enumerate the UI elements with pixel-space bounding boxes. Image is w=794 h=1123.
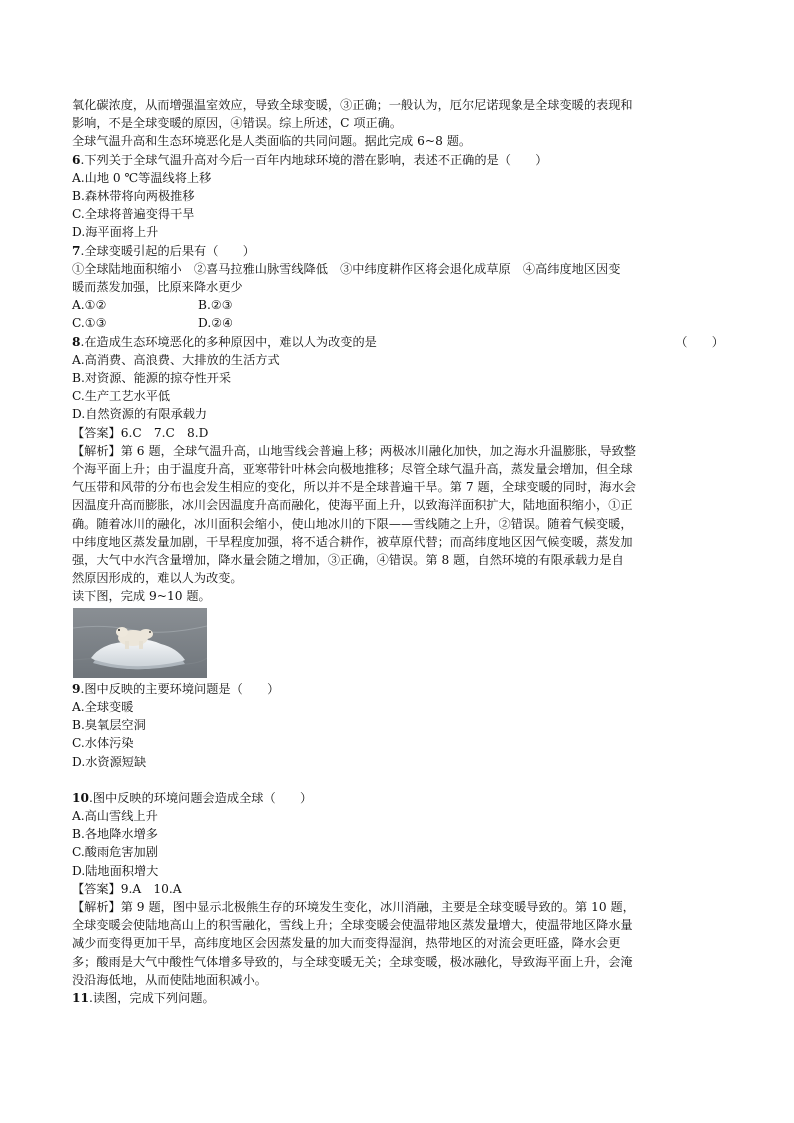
explanation-line: 然原因形成的，难以人为改变。 [72,571,243,586]
question-11-stem [72,989,724,1007]
question-text: .在造成生态环境恶化的多种原因中，难以人为改变的是 [80,334,377,349]
question-text: .图中反映的环境问题会造成全球（ ） [88,790,313,805]
option-a: A.高消费、高浪费、大排放的生活方式 [72,352,280,367]
explanation-line: 减少而变得更加干旱，高纬度地区会因蒸发量的加大而变得湿润，热带地区的对流会更旺盛，降水会更 [72,936,621,951]
explanation-line: 没沿海低地，从而使陆地面积减小。 [72,972,267,987]
explanation-line: 第 6 题，全球气温升高，山地雪线会普遍上移；两极冰川融化加快，加之海水升温膨胀，导致整 [120,443,636,458]
explanation-6-8 [72,442,724,460]
intro-9-10: 读下图，完成 9~10 题。 [72,589,211,604]
option-c: C.生产工艺水平低 [72,389,171,404]
explanation-line: 中纬度地区蒸发量加剧，干旱程度加强，将不适合耕作，被草原代替；而高纬度地区因气候变暖，蒸发加 [72,534,633,549]
question-number: 7 [72,243,81,258]
document-page [72,96,724,1007]
question-6-stem [72,151,724,169]
option-c: C.酸雨危害加剧 [72,845,158,860]
question-7-stem [72,242,724,260]
options-cd [72,314,724,332]
text-line: 影响，不是全球变暖的原因，④错误。综上所述，C 项正确。 [72,116,403,131]
answer-text: 6.C 7.C 8.D [120,425,209,440]
text-line: 氧化碳浓度，从而增强温室效应，导致全球变暖，③正确；一般认为，厄尔尼诺现象是全球变暖的表现和 [72,98,633,112]
question-text: .下列关于全球气温升高对今后一百年内地球环境的潜在影响，表述不正确的是（ ） [80,152,548,167]
explanation-line: 第 9 题，图中显示北极熊生存的环境发生变化，冰川消融，主要是全球变暖导致的。第 10 题， [120,899,635,914]
question-7-items: ①全球陆地面积缩小 ②喜马拉雅山脉雪线降低 ③中纬度耕作区将会退化成草原 ④高纬度地区因变 [72,261,621,276]
option-b: B.②③ [198,298,233,313]
intro-6-8: 全球气温升高和生态环境恶化是人类面临的共同问题。据此完成 6~8 题。 [72,134,472,149]
answer-paren: （ ） [675,334,724,349]
option-d: D.陆地面积增大 [72,863,159,878]
explanation-line: 强，大气中水汽含量增加，降水量会随之增加，③正确，④错误。第 8 题，自然环境的有限承载力是自 [72,553,624,568]
option-a: A.山地 0 ℃等温线将上移 [72,170,212,185]
explanation-label: 【解析】 [72,443,121,458]
option-b: B.各地降水增多 [72,827,158,842]
option-d: D.水资源短缺 [72,754,147,769]
option-d: D.自然资源的有限承载力 [72,407,208,422]
question-7-items-cont: 暖而蒸发加强，比原来降水更少 [72,280,243,295]
question-number: 8 [72,334,81,349]
option-a: A.高山雪线上升 [72,808,158,823]
question-number: 6 [72,152,81,167]
option-b: B.对资源、能源的掠夺性开采 [72,371,232,386]
question-text: .全球变暖引起的后果有（ ） [80,243,255,258]
explanation-label: 【解析】 [72,899,121,914]
polar-bear-photo [73,608,207,678]
option-b: B.森林带将向两极推移 [72,189,195,204]
question-8-stem [72,333,724,351]
answer-text: 9.A 10.A [120,881,182,896]
spacer [72,771,724,789]
option-c: C.①③ [72,316,107,331]
options-ab [72,296,724,314]
explanation-line: 全球变暖会使陆地高山上的积雪融化，雪线上升；全球变暖会使温带地区蒸发量增大，使温带地区降水量 [72,918,633,933]
question-text: .图中反映的主要环境问题是（ ） [80,681,280,696]
option-c: C.全球将普遍变得干旱 [72,207,195,222]
answer-9-10 [72,880,724,898]
answer-label: 【答案】 [72,881,121,896]
answer-label: 【答案】 [72,425,121,440]
question-number: 11 [72,990,89,1005]
option-a: A.全球变暖 [72,699,134,714]
option-d: D.海平面将上升 [72,225,159,240]
explanation-line: 确。随着冰川的融化，冰川面积会缩小，使山地冰川的下限——雪线随之上升，②错误。随着气候变暖， [72,516,633,531]
explanation-line: 多；酸雨是大气中酸性气体增多导致的，与全球变暖无关；全球变暖，极冰融化，导致海平面上升，会淹 [72,954,633,969]
explanation-line: 因温度升高而膨胀，冰川会因温度升高而融化，使海平面上升，以致海洋面积扩大，陆地面积缩小，①正 [72,498,633,513]
option-c: C.水体污染 [72,736,134,751]
option-a: A.①② [72,298,107,313]
question-10-stem [72,789,724,807]
option-d: D.②④ [198,316,234,331]
question-number: 10 [72,790,89,805]
explanation-line: 气压带和风带的分布也会发生相应的变化，所以并不是全球普遍干旱。第 7 题，全球变暖的同时，海水会 [72,480,636,495]
explanation-9-10 [72,898,724,916]
question-text: .读图，完成下列问题。 [88,990,215,1005]
question-9-stem [72,680,724,698]
option-b: B.臭氧层空洞 [72,718,146,733]
answer-6-8 [72,424,724,442]
explanation-line: 个海平面上升；由于温度升高，亚寒带针叶林会向极地推移；尽管全球气温升高，蒸发量会增加，但全球 [72,462,633,477]
question-number: 9 [72,681,81,696]
